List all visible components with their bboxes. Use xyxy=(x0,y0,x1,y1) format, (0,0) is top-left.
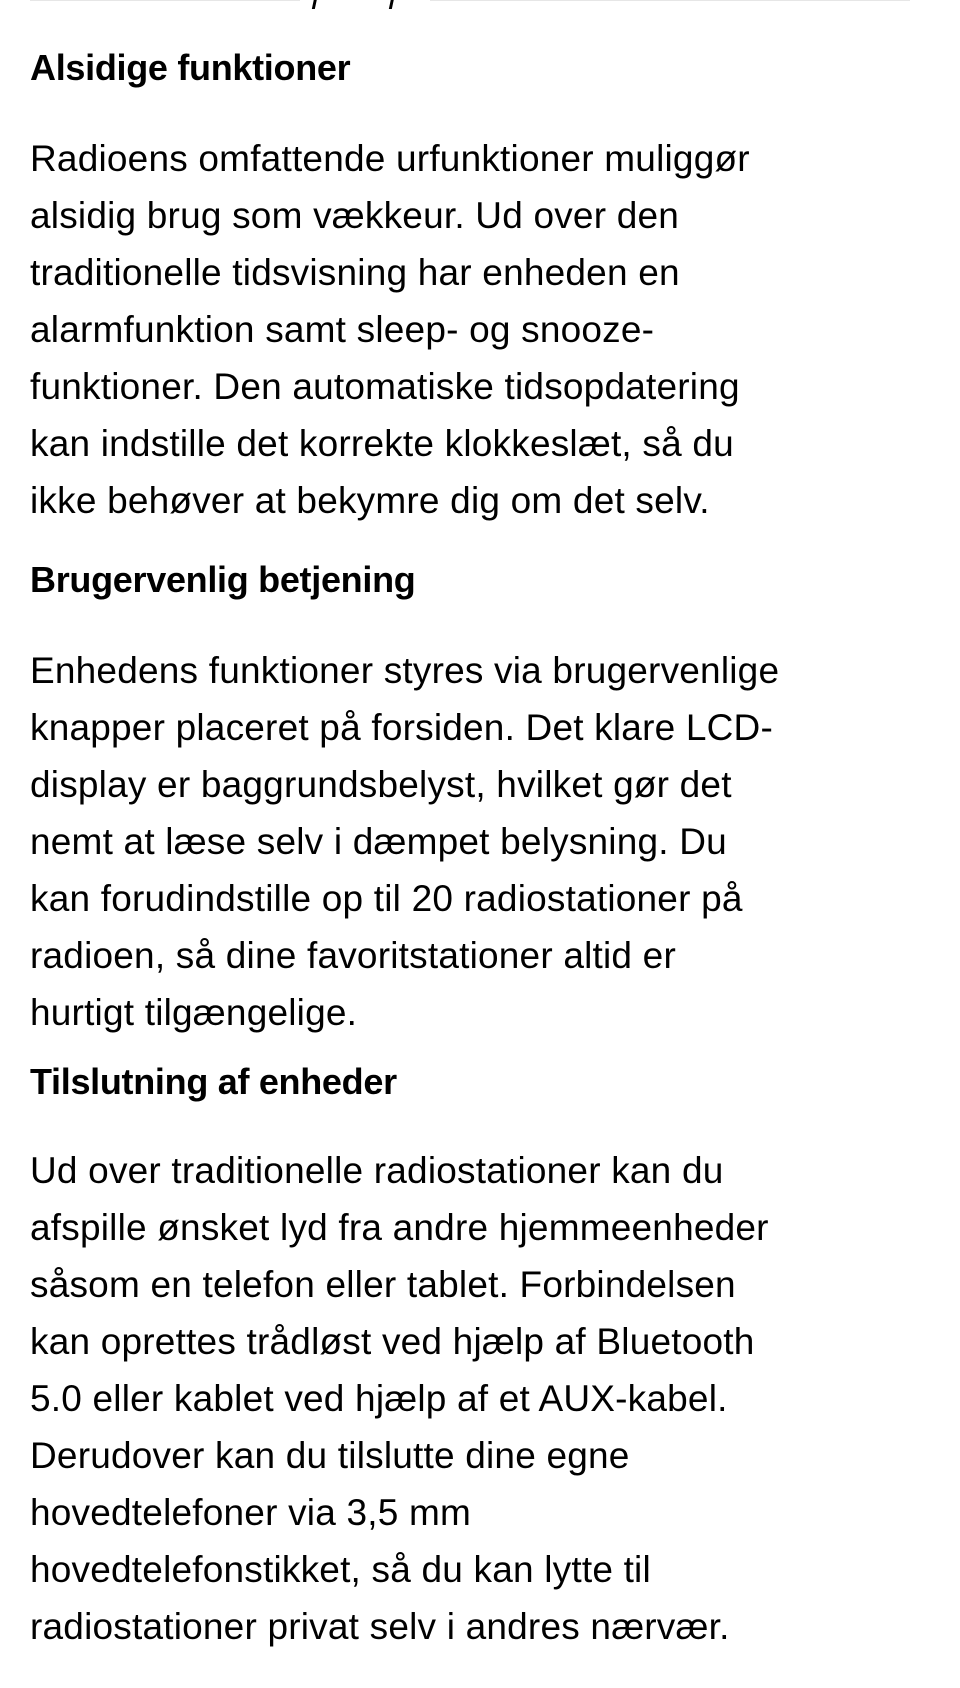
clipped-descender xyxy=(312,0,317,9)
section-heading: Brugervenlig betjening xyxy=(30,559,416,600)
section-paragraph xyxy=(30,130,940,529)
paragraph-line: Derudover kan du tilslutte dine egne xyxy=(30,1435,630,1476)
section-heading: Tilslutning af enheder xyxy=(30,1061,397,1102)
paragraph-line: kan forudindstille op til 20 radiostationer på xyxy=(30,878,743,919)
paragraph-line: hovedtelefoner via 3,5 mm xyxy=(30,1492,472,1533)
paragraph-line: radioen, så dine favoritstationer altid er xyxy=(30,935,676,976)
paragraph-line: nemt at læse selv i dæmpet belysning. Du xyxy=(30,821,727,862)
paragraph-line: kan oprettes trådløst ved hjælp af Bluetooth xyxy=(30,1321,755,1362)
paragraph-line: Enhedens funktioner styres via brugervenlige xyxy=(30,650,780,691)
paragraph-line: Ud over traditionelle radiostationer kan du xyxy=(30,1150,724,1191)
clipped-previous-text-line xyxy=(30,0,930,12)
paragraph-line: traditionelle tidsvisning har enheden en xyxy=(30,252,680,293)
clipped-descender xyxy=(389,0,394,9)
paragraph-line: hurtigt tilgængelige. xyxy=(30,992,358,1033)
section-heading: Alsidige funktioner xyxy=(30,47,351,88)
paragraph-line: kan indstille det korrekte klokkeslæt, så du xyxy=(30,423,734,464)
clipped-text-remnant xyxy=(30,0,300,1)
paragraph-line: funktioner. Den automatiske tidsopdatering xyxy=(30,366,740,407)
paragraph-line: ikke behøver at bekymre dig om det selv. xyxy=(30,480,710,521)
paragraph-line: 5.0 eller kablet ved hjælp af et AUX-kabel. xyxy=(30,1378,728,1419)
section-tilslutning-af-enheder xyxy=(30,1060,940,1655)
paragraph-line: afspille ønsket lyd fra andre hjemmeenheder xyxy=(30,1207,769,1248)
clipped-text-remnant xyxy=(430,0,910,1)
section-paragraph xyxy=(30,1142,940,1655)
paragraph-line: alsidig brug som vækkeur. Ud over den xyxy=(30,195,680,236)
paragraph-line: Radioens omfattende urfunktioner muliggør xyxy=(30,138,750,179)
paragraph-line: såsom en telefon eller tablet. Forbindelsen xyxy=(30,1264,736,1305)
section-paragraph xyxy=(30,642,940,1041)
paragraph-line: alarmfunktion samt sleep- og snooze- xyxy=(30,309,655,350)
paragraph-line: radiostationer privat selv i andres nærvær. xyxy=(30,1606,730,1647)
paragraph-line: knapper placeret på forsiden. Det klare LCD- xyxy=(30,707,774,748)
paragraph-line: display er baggrundsbelyst, hvilket gør det xyxy=(30,764,732,805)
paragraph-line: hovedtelefonstikket, så du kan lytte til xyxy=(30,1549,651,1590)
section-alsidige-funktioner xyxy=(30,46,940,529)
section-brugervenlig-betjening xyxy=(30,558,940,1041)
